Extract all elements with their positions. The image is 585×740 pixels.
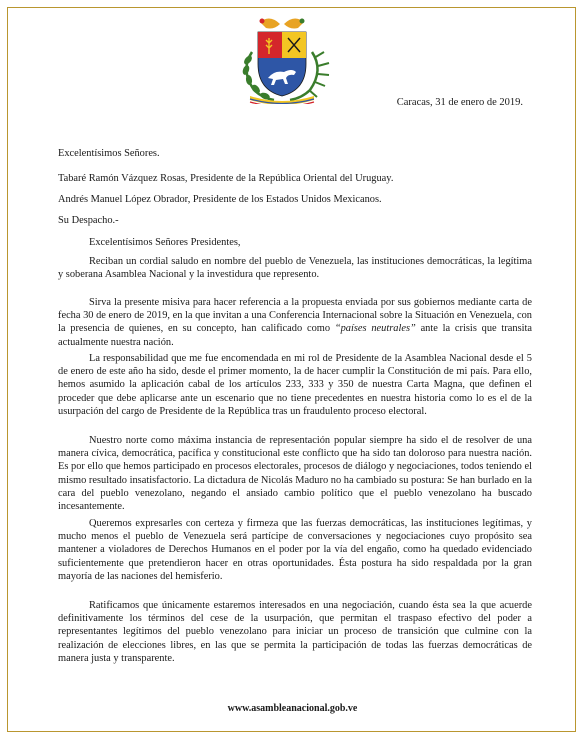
paragraph-3-text: La responsabilidad que me fue encomendada en mi rol de Presidente de la Asamblea Nacional desde el 5 de enero de este año ha sido, desde el primer momento, la de hacer cumplir la Constitución de mi país. Para ello, hemos asumido la aplicación cabal de los artículos 233, 333 y 350 de nuestra Carta Magna, que definen el proceder que debe aplicarse ante un escenario que no tiene precedentes en nuestra historia como lo es el de la usurpación del cargo de Presidente de la República tras un fraudulento proceso electoral.	[58, 353, 532, 417]
recipient-1-text: Tabaré Ramón Vázquez Rosas, Presidente de la República Oriental del Uruguay.	[58, 173, 394, 184]
paragraph-2-text	[58, 296, 532, 349]
paragraph-5-text: Queremos expresarles con certeza y firmeza que las fuerzas democráticas, las instituciones legítimas, y mucho menos el pueblo de Venezuela será partícipe de conversaciones y negociaciones cuyo propósito sea mantener a violadores de Derechos Humanos en el poder por la vía del engaño, como ha quedado evidenciado suficientemente que pretendieron hacer en otras oportunidades. Ésta postura ha sido respaldada por la gran mayoría de las naciones del hemisferio.	[58, 518, 532, 582]
paragraph-5	[58, 517, 532, 583]
paragraph-2-before: Sirva la presente misiva para hacer referencia a la propuesta enviada por sus gobiernos mediante carta de fecha 30 de enero de 2019, en la que invitan a una Conferencia Internacional sobre la Situación en Venezuela, con la presencia de quienes, en su concepto, han calificado como	[58, 297, 532, 335]
coat-of-arms-icon	[222, 12, 342, 104]
paragraph-2	[58, 296, 532, 349]
salutation-text: Excelentísimos Señores.	[58, 148, 160, 159]
paragraph-4-text: Nuestro norte como máxima instancia de representación popular siempre ha sido el de resolver de una manera cívica, democrática, pacífica y constitucional este conflicto que ha sido tan doloroso para nuestra nación. Es por ello que hemos participado en procesos electorales, procesos de diálogo y negociaciones, todos teniendo el mismo resultado insatisfactorio. La dictadura de Nicolás Maduro no ha cambiado su postura: Se han burlado en la cara del pueblo venezolano, negando el ansiado cambio político que el pueblo venezolano ha buscado incesantemente.	[58, 435, 532, 513]
footer-url[interactable]: www.asambleanacional.gob.ve	[227, 703, 358, 714]
despacho-text: Su Despacho.-	[58, 215, 119, 226]
recipient-2	[58, 193, 532, 206]
greeting-text: Excelentísimos Señores Presidentes,	[89, 237, 241, 248]
recipient-1	[58, 172, 532, 185]
despacho	[58, 214, 532, 227]
letter-date: Caracas, 31 de enero de 2019.	[396, 97, 523, 108]
paragraph-4	[58, 434, 532, 513]
recipient-2-text: Andrés Manuel López Obrador, Presidente de los Estados Unidos Mexicanos.	[58, 194, 382, 205]
paragraph-1	[58, 255, 532, 281]
paragraph-6	[58, 599, 532, 665]
paragraph-6-text: Ratificamos que únicamente estaremos interesados en una negociación, cuando ésta sea la que acuerde definitivamente los términos del cese de la usurpación, que permitan el traspaso efectivo del poder a representantes legítimos del pueblo venezolano para iniciar un proceso de transición que culmine con la realización de elecciones libres, en las que se permita la participación de todas las fuerzas democráticas de manera justa y transparente.	[58, 600, 532, 664]
greeting	[89, 236, 532, 249]
paragraph-3	[58, 352, 532, 418]
paragraph-1-text: Reciban un cordial saludo en nombre del pueblo de Venezuela, las instituciones democráticas, la legítima y soberana Asamblea Nacional y la investidura que represento.	[58, 256, 532, 281]
paragraph-2-italic: “países neutrales”	[334, 323, 416, 335]
salutation	[58, 147, 532, 160]
paragraph-2-after: ante la crisis que transita actualmente nuestra nación.	[58, 323, 532, 348]
